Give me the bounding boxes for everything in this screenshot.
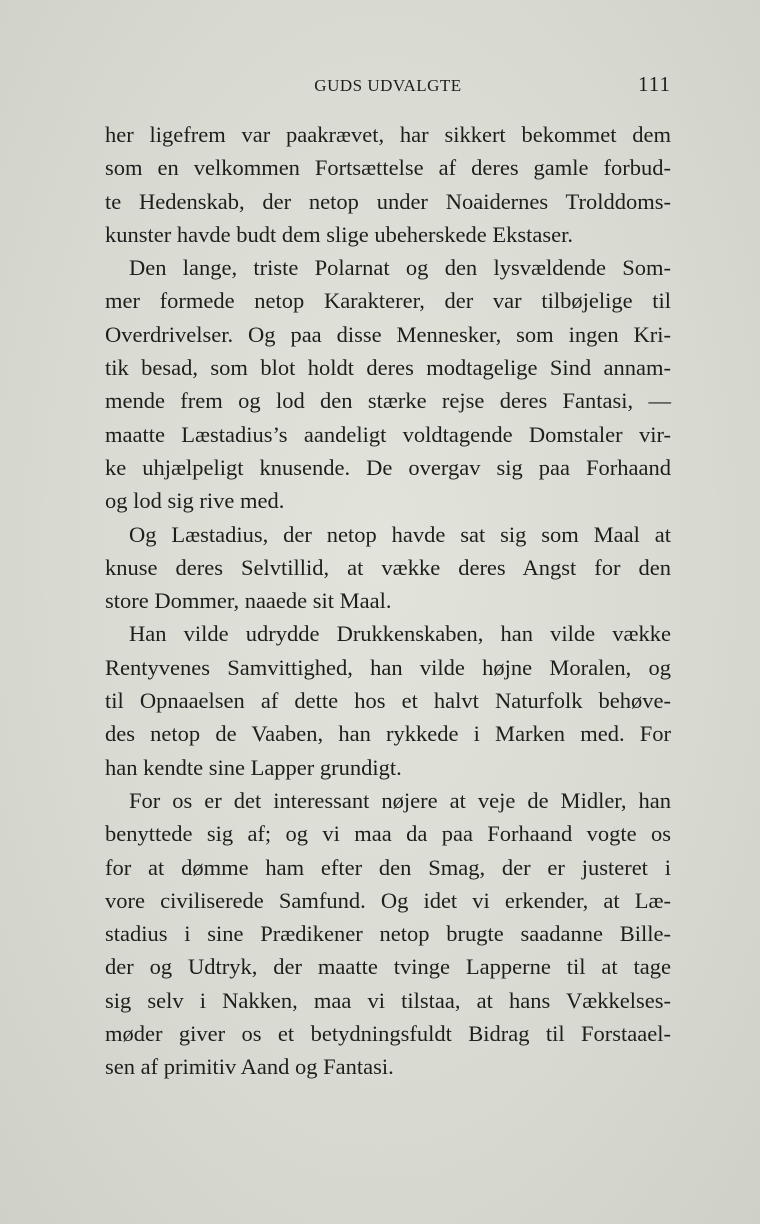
text-line: mende frem og lod den stærke rejse deres Fantasi, — — [105, 388, 671, 414]
text-line: der og Udtryk, der maatte tvinge Lapperne til at tage — [105, 954, 671, 980]
text-line: knuse deres Selvtillid, at vække deres Angst for den — [105, 554, 671, 580]
text-line: mer formede netop Karakterer, der var tilbøjelige til — [105, 288, 671, 314]
text-line: Han vilde udrydde Drukkenskaben, han vilde vække — [129, 621, 671, 647]
text-line: tik besad, som blot holdt deres modtagelige Sind annam- — [105, 355, 671, 381]
text-line: for at dømme ham efter den Smag, der er justeret i — [105, 854, 671, 880]
text-line: sig selv i Nakken, maa vi tilstaa, at hans Vækkelses- — [105, 987, 671, 1013]
page-number: 111 — [638, 72, 671, 96]
body-text — [105, 118, 671, 1084]
text-line: Rentyvenes Samvittighed, han vilde højne Moralen, og — [105, 654, 671, 680]
text-line: sen af primitiv Aand og Fantasi. — [105, 1054, 394, 1080]
text-line: maatte Læstadius’s aandeligt voldtagende Domstaler vir- — [105, 421, 671, 447]
text-line: som en velkommen Fortsættelse af deres gamle forbud- — [105, 155, 671, 181]
running-title: GUDS UDVALGTE — [314, 76, 462, 95]
text-line: benyttede sig af; og vi maa da paa Forhaand vogte os — [105, 821, 671, 847]
text-line: og lod sig rive med. — [105, 488, 285, 514]
text-line: ke uhjælpeligt knusende. De overgav sig paa Forhaand — [105, 454, 671, 480]
text-line: For os er det interessant nøjere at veje de Midler, han — [129, 787, 671, 813]
text-line: til Opnaaelsen af dette hos et halvt Naturfolk behøve- — [105, 688, 671, 714]
text-line: kunster havde budt dem slige ubeherskede Ekstaser. — [105, 221, 573, 247]
text-line: her ligefrem var paakrævet, har sikkert bekommet dem — [105, 122, 671, 147]
text-line: Og Læstadius, der netop havde sat sig som Maal at — [129, 521, 671, 547]
text-line: Den lange, triste Polarnat og den lysvældende Som- — [129, 255, 671, 281]
text-line: Overdrivelser. Og paa disse Mennesker, som ingen Kri- — [105, 321, 671, 347]
page-header — [105, 72, 671, 102]
text-line: store Dommer, naaede sit Maal. — [105, 588, 392, 614]
text-line: des netop de Vaaben, han rykkede i Marken med. For — [105, 721, 671, 747]
text-line: han kendte sine Lapper grundigt. — [105, 754, 402, 780]
text-line: te Hedenskab, der netop under Noaidernes Trolddoms- — [105, 188, 671, 214]
text-line: vore civiliserede Samfund. Og idet vi erkender, at Læ- — [105, 887, 671, 913]
text-line: stadius i sine Prædikener netop brugte saadanne Bille- — [105, 921, 671, 947]
text-line: møder giver os et betydningsfuldt Bidrag til Forstaael- — [105, 1021, 671, 1047]
